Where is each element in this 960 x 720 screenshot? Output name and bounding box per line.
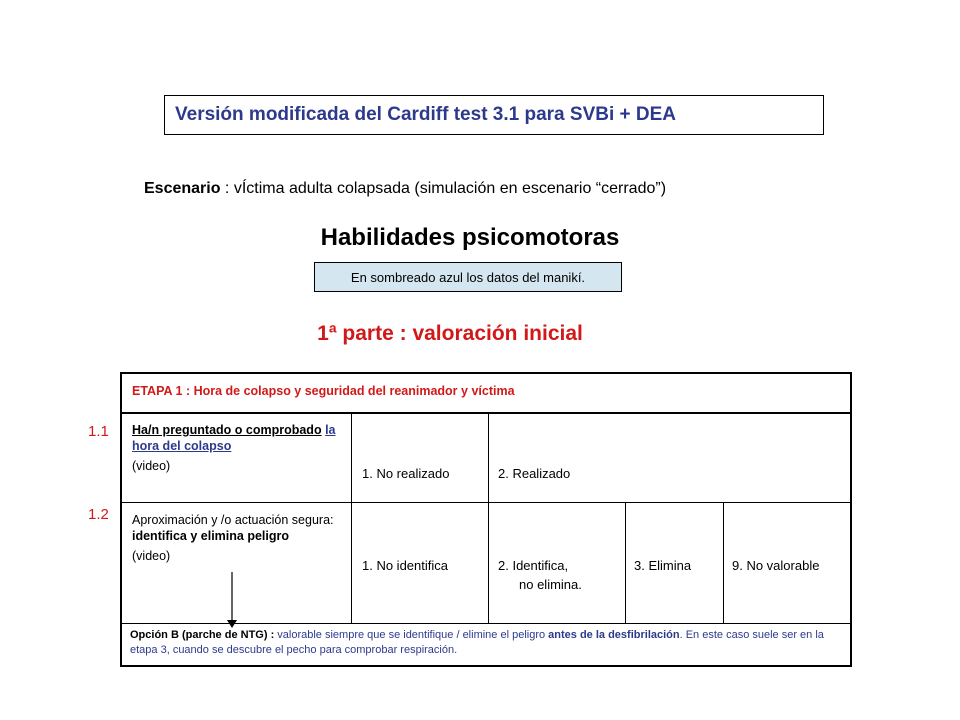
part-title: 1ª parte : valoración inicial (317, 322, 583, 345)
option-1-2-no-elimina: no elimina. (519, 577, 582, 592)
question-1-2-note: (video) (132, 549, 171, 563)
stage-header: ETAPA 1 : Hora de colapso y seguridad del reanimador y víctima (132, 384, 515, 398)
question-1-2-main: Aproximación y /o actuación segura: (132, 513, 334, 527)
option-1-2-elimina: 3. Elimina (634, 558, 692, 573)
option-1-2-no-identifica: 1. No identifica (362, 558, 448, 573)
option-b-bold: antes de la desfibrilación (548, 629, 680, 641)
scenario-label: Escenario (144, 180, 221, 197)
scenario-text: : vÍctima adulta colapsada (simulación en escenario “cerrado”) (220, 180, 667, 197)
document-title: Versión modificada del Cardiff test 3.1 para SVBi + DEA (164, 95, 824, 135)
question-1-1-collapse-time: la hora del colapso (132, 423, 336, 453)
question-1-2-bold: identifica y elimina peligro (132, 529, 289, 543)
option-b-text: valorable siempre que se identifique / elimine el peligro (274, 629, 549, 641)
question-1-1-note: (video) (132, 459, 171, 473)
scenario-line (144, 180, 666, 198)
question-1-1-main: Ha/n preguntado o comprobado (132, 423, 322, 437)
option-b-note (130, 628, 845, 658)
down-arrow-icon (225, 570, 239, 630)
table-divider (625, 502, 626, 623)
table-divider (122, 502, 850, 503)
option-1-1-no-realizado: 1. No realizado (362, 466, 450, 481)
option-1-2-identifica: 2. Identifica, (498, 558, 569, 573)
table-divider (122, 412, 850, 414)
table-divider (488, 413, 489, 623)
option-1-2-no-valorable: 9. No valorable (732, 558, 820, 573)
question-1-1 (132, 422, 347, 474)
row-number-1-2: 1.2 (88, 506, 109, 523)
table-divider (723, 502, 724, 623)
option-b-label: Opción B (parche de NTG) : (130, 629, 275, 641)
option-1-1-realizado: 2. Realizado (498, 466, 571, 481)
row-number-1-1: 1.1 (88, 423, 109, 440)
blue-shading-note: En sombreado azul los datos del manikí. (314, 262, 622, 292)
skills-title: Habilidades psicomotoras (320, 224, 620, 251)
question-1-2 (132, 512, 352, 564)
option-b-text-end: . En este caso suele ser en la etapa 3, cuando se descubre el pecho para comprobar respiración. (130, 629, 824, 656)
